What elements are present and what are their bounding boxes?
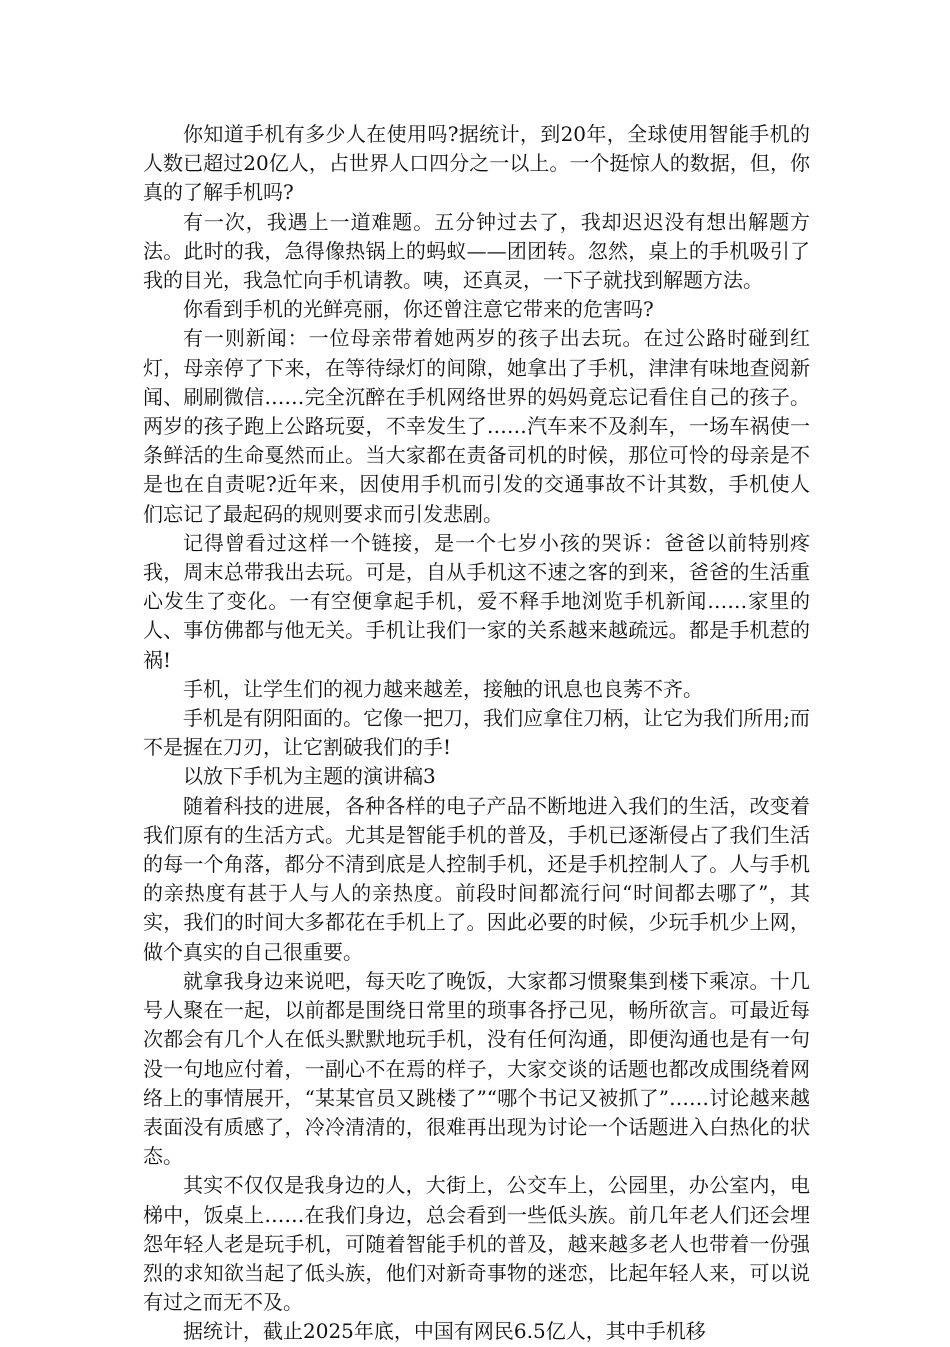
paragraph-intro: 你知道手机有多少人在使用吗?据统计，到20年，全球使用智能手机的人数已超过20亿人，占世界人口四分之一以上。一个挺惊人的数据，但，你真的了解手机吗? [143, 122, 810, 205]
paragraph-everywhere: 其实不仅仅是我身边的人，大街上，公交车上，公园里，办公室内，电梯中，饭桌上……在我们身边，总会看到一些低头族。前几年老人们还会埋怨年轻人老是玩手机，可随着智能手机的普及，越来越多老人也带着一份强烈的求知欲当起了低头族，他们对新奇事物的迷恋，比起年轻人来，可以说有过之而无不及。 [143, 1173, 810, 1315]
paragraph-question: 你看到手机的光鲜亮丽，你还曾注意它带来的危害吗? [183, 297, 654, 322]
paragraph-news: 有一则新闻：一位母亲带着她两岁的孩子出去玩。在过公路时碰到红灯，母亲停了下来，在等待绿灯的间隙，她拿出了手机，津津有味地查阅新闻、刷刷微信……完全沉醉在手机网络世界的妈妈竟忘记看住自己的孩子。两岁的孩子跑上公路玩耍，不幸发生了……汽车来不及刹车，一场车祸使一条鲜活的生命戛然而止。当大家都在责备司机的时候，那位可怜的母亲是不是也在自责呢?近年来，因使用手机而引发的交通事故不计其数，手机使人们忘记了最起码的规则要求而引发悲剧。 [143, 326, 810, 526]
section-heading: 以放下手机为主题的演讲稿3 [183, 764, 436, 789]
paragraph-child-complaint: 记得曾看过这样一个链接，是一个七岁小孩的哭诉：爸爸以前特别疼我，周末总带我出去玩。可是，自从手机这不速之客的到来，爸爸的生活重心发生了变化。一有空便拿起手机，爱不释手地浏览手机新闻……家里的人、事仿佛都与他无关。手机让我们一家的关系越来越疏远。都是手机惹的祸! [143, 530, 810, 672]
document-body [143, 120, 810, 1347]
paragraph-story-problem: 有一次，我遇上一道难题。五分钟过去了，我却迟迟没有想出解题方法。此时的我，急得像热锅上的蚂蚁——团团转。忽然，桌上的手机吸引了我的目光，我急忙向手机请教。咦，还真灵，一下子就找到解题方法。 [143, 209, 810, 293]
paragraph-neighbors: 就拿我身边来说吧，每天吃了晚饭，大家都习惯聚集到楼下乘凉。十几号人聚在一起，以前都是围绕日常里的琐事各抒己见，畅所欲言。可最近每次都会有几个人在低头默默地玩手机，没有任何沟通，即便沟通也是有一句没一句地应付着，一副心不在焉的样子，大家交谈的话题也都改成围绕着网络上的事情展开，“某某官员又跳楼了”“哪个书记又被抓了”……讨论越来越表面没有质感了，冷冷清清的，很难再出现为讨论一个话题进入白热化的状态。 [143, 968, 810, 1169]
paragraph-statistics: 据统计，截止2025年底，中国有网民6.5亿人，其中手机移 [183, 1319, 706, 1344]
paragraph-students: 手机，让学生们的视力越来越差，接触的讯息也良莠不齐。 [183, 676, 703, 701]
paragraph-technology: 随着科技的进展，各种各样的电子产品不断地进入我们的生活，改变着我们原有的生活方式。尤其是智能手机的普及，手机已逐渐侵占了我们生活的每一个角落，都分不清到底是人控制手机，还是手机控制人了。人与手机的亲热度有甚于人与人的亲热度。前段时间都流行问“时间都去哪了”，其实，我们的时间大多都花在手机上了。因此必要的时候，少玩手机少上网，做个真实的自己很重要。 [143, 793, 810, 964]
paragraph-knife: 手机是有阴阳面的。它像一把刀，我们应拿住刀柄，让它为我们所用;而不是握在刀刃，让它割破我们的手! [143, 706, 810, 760]
